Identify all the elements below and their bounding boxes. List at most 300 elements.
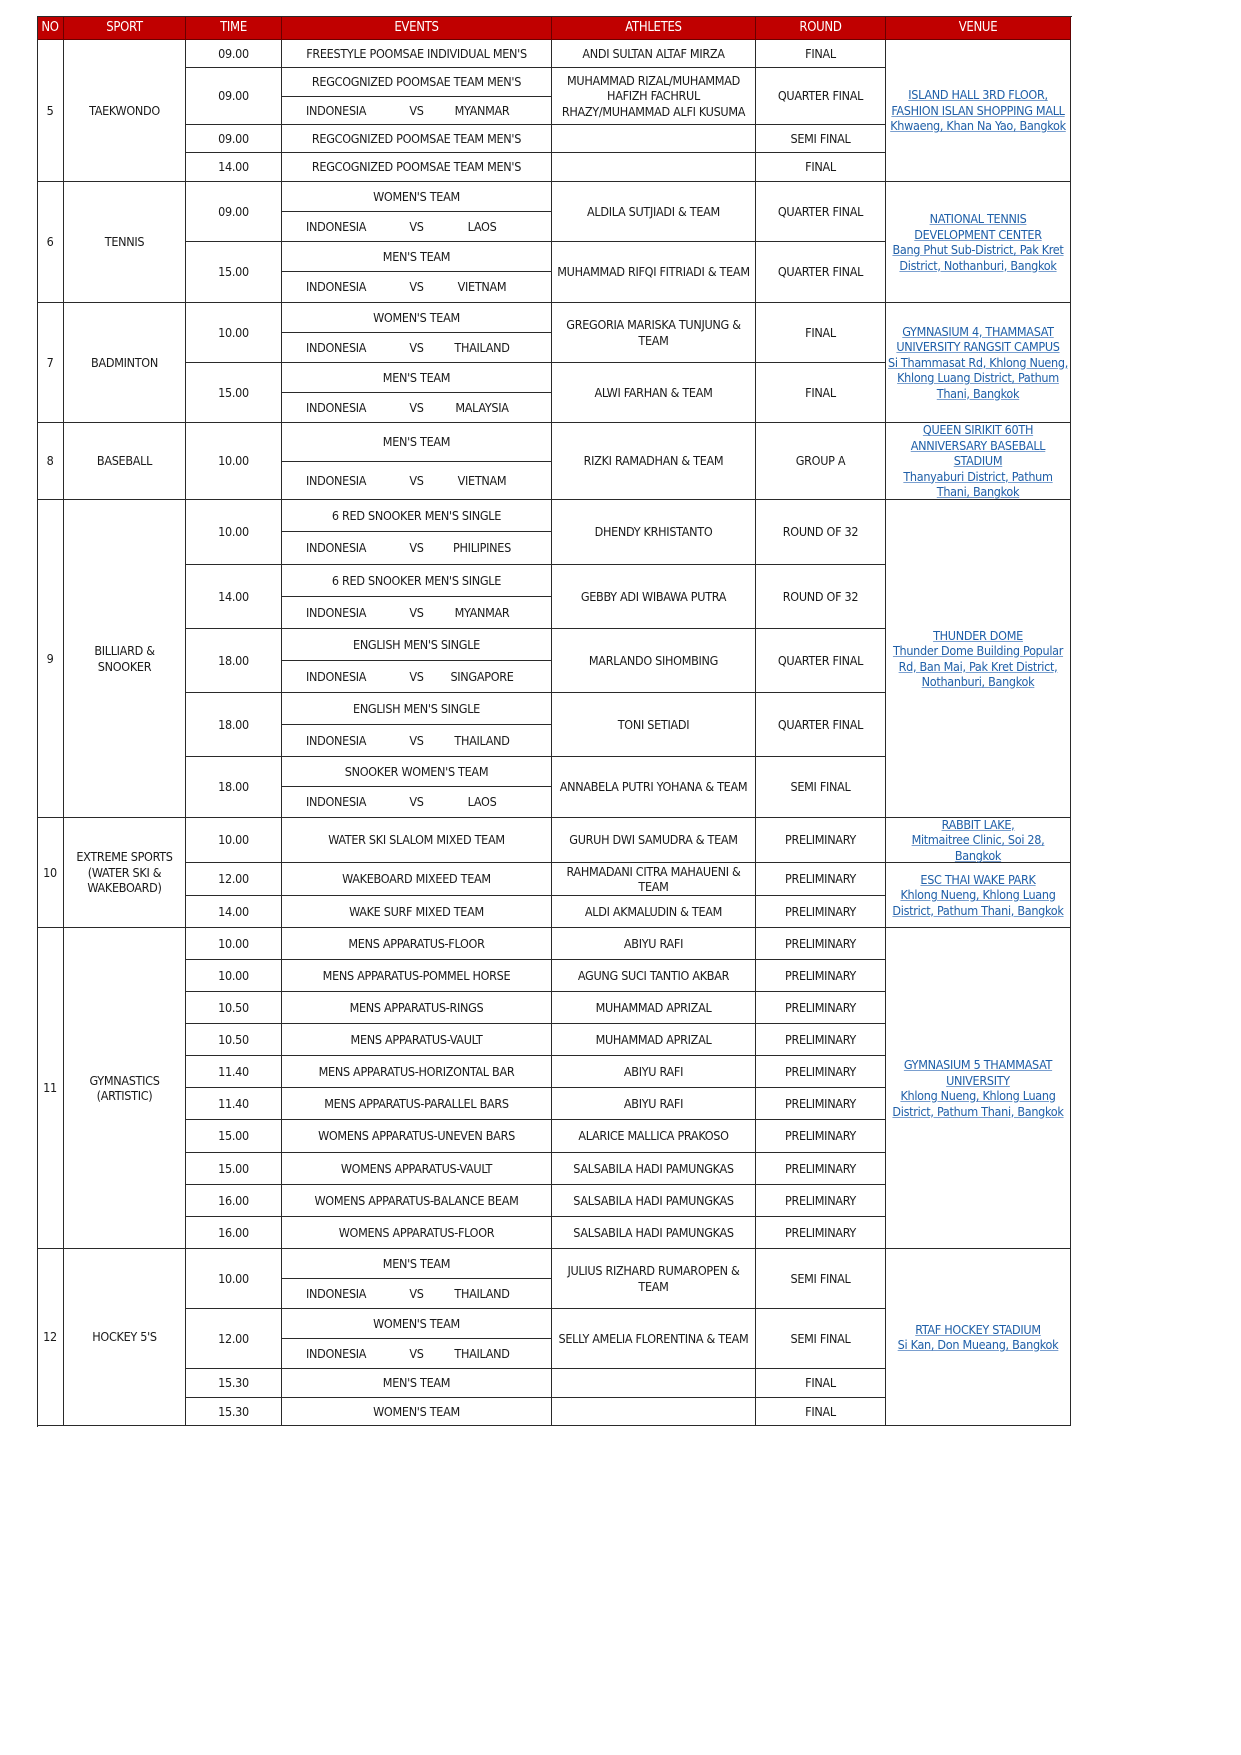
section-number <box>37 182 64 303</box>
athletes-cell <box>552 363 756 423</box>
athletes-cell <box>552 68 756 125</box>
match-cell <box>282 725 552 757</box>
round-cell <box>756 1309 886 1369</box>
event-cell <box>282 1249 552 1279</box>
event-name: ENGLISH MEN'S SINGLE <box>353 636 480 652</box>
event-cell <box>282 629 552 661</box>
time-cell <box>186 1120 282 1153</box>
event-name: MEN'S TEAM <box>382 369 451 385</box>
header-sport <box>64 16 186 40</box>
sport-name <box>64 423 186 500</box>
round-label: PRELIMINARY <box>785 1128 856 1144</box>
time-cell <box>186 1249 282 1309</box>
sport-label: TENNIS <box>104 234 145 250</box>
event-name: MENS APPARATUS-POMMEL HORSE <box>322 967 511 983</box>
round-cell <box>756 565 886 629</box>
athletes-cell <box>552 1398 756 1426</box>
event-time: 11.40 <box>218 1095 249 1111</box>
event-name: ENGLISH MEN'S SINGLE <box>353 700 480 716</box>
athletes-cell <box>552 125 756 153</box>
column-header-athletes: ATHLETES <box>625 19 682 35</box>
header-no <box>37 16 64 40</box>
header-events <box>282 16 552 40</box>
event-cell <box>282 1120 552 1153</box>
match-cell <box>282 787 552 818</box>
athletes-cell <box>552 1088 756 1120</box>
round-label: QUARTER FINAL <box>777 88 864 104</box>
athlete-names: SALSABILA HADI PAMUNGKAS <box>573 1192 734 1208</box>
event-time: 15.00 <box>218 1128 249 1144</box>
home-team: INDONESIA <box>306 732 367 748</box>
home-team: INDONESIA <box>306 102 367 118</box>
athlete-names: ALDILA SUTJIADI & TEAM <box>587 203 720 219</box>
versus-label: VS <box>409 399 424 415</box>
time-cell <box>186 863 282 896</box>
round-label: PRELIMINARY <box>785 1063 856 1079</box>
column-header-no: NO <box>41 19 59 35</box>
header-time <box>186 16 282 40</box>
athlete-names: AGUNG SUCI TANTIO AKBAR <box>577 967 730 983</box>
time-cell <box>186 992 282 1024</box>
athlete-names: SELLY AMELIA FLORENTINA & TEAM <box>558 1330 749 1346</box>
event-time: 16.00 <box>218 1192 249 1208</box>
round-label: PRELIMINARY <box>785 967 856 983</box>
sport-label: BILLIARD & SNOOKER <box>94 643 155 674</box>
athletes-cell <box>552 423 756 500</box>
athlete-names: MARLANDO SIHOMBING <box>588 652 719 668</box>
event-cell <box>282 153 552 182</box>
event-time: 16.00 <box>218 1224 249 1240</box>
time-cell <box>186 896 282 928</box>
athlete-names: MUHAMMAD APRIZAL <box>595 1031 712 1047</box>
time-cell <box>186 928 282 960</box>
match-cell <box>282 597 552 629</box>
time-cell <box>186 500 282 565</box>
versus-label: VS <box>409 540 424 556</box>
round-cell <box>756 960 886 992</box>
event-time: 10.00 <box>218 832 249 848</box>
event-name: WOMENS APPARATUS-VAULT <box>340 1160 493 1176</box>
sport-label: BASEBALL <box>96 453 153 469</box>
away-team: THAILAND <box>454 732 510 748</box>
sport-label: GYMNASTICS (ARTISTIC) <box>89 1072 160 1103</box>
round-label: PRELIMINARY <box>785 1160 856 1176</box>
away-team: MYANMAR <box>454 604 510 620</box>
event-time: 18.00 <box>218 652 249 668</box>
event-cell <box>282 423 552 462</box>
match-cell <box>282 333 552 363</box>
round-cell <box>756 1120 886 1153</box>
event-time: 12.00 <box>218 871 249 887</box>
event-cell <box>282 1309 552 1339</box>
event-name: REGCOGNIZED POOMSAE TEAM MEN'S <box>311 130 522 146</box>
home-team: INDONESIA <box>306 794 367 810</box>
away-team: MYANMAR <box>454 102 510 118</box>
event-cell <box>282 1217 552 1249</box>
athletes-cell <box>552 1217 756 1249</box>
event-time: 15.30 <box>218 1375 249 1391</box>
time-cell <box>186 423 282 500</box>
venue-address: Khlong Nueng, Khlong Luang District, Pathum Thani, Bangkok <box>892 1088 1064 1119</box>
round-label: SEMI FINAL <box>790 779 851 795</box>
section-no: 8 <box>46 453 54 469</box>
round-cell <box>756 896 886 928</box>
away-team: VIETNAM <box>457 279 507 295</box>
round-cell <box>756 1056 886 1088</box>
athlete-names: SALSABILA HADI PAMUNGKAS <box>573 1224 734 1240</box>
time-cell <box>186 1309 282 1369</box>
event-name: MEN'S TEAM <box>382 248 451 264</box>
event-cell <box>282 960 552 992</box>
versus-label: VS <box>409 339 424 355</box>
event-name: MENS APPARATUS-VAULT <box>350 1031 483 1047</box>
sport-name <box>64 303 186 423</box>
home-team: INDONESIA <box>306 604 367 620</box>
round-label: PRELIMINARY <box>785 1031 856 1047</box>
venue-name: THUNDER DOME <box>933 627 1023 643</box>
round-cell <box>756 1185 886 1217</box>
event-cell <box>282 1153 552 1185</box>
event-name: WOMEN'S TEAM <box>373 188 460 204</box>
venue-link[interactable] <box>886 182 1071 303</box>
time-cell <box>186 125 282 153</box>
round-cell <box>756 423 886 500</box>
section-no: 9 <box>46 650 54 666</box>
header-athletes <box>552 16 756 40</box>
round-label: PRELIMINARY <box>785 903 856 919</box>
round-label: SEMI FINAL <box>790 1270 851 1286</box>
event-time: 15.00 <box>218 1160 249 1176</box>
event-time: 15.00 <box>218 384 249 400</box>
section-no: 6 <box>46 234 54 250</box>
versus-label: VS <box>409 794 424 810</box>
section-number <box>37 500 64 818</box>
round-label: PRELIMINARY <box>785 1224 856 1240</box>
round-label: FINAL <box>805 1403 836 1419</box>
athletes-cell <box>552 960 756 992</box>
home-team: INDONESIA <box>306 540 367 556</box>
event-name: REGCOGNIZED POOMSAE TEAM MEN'S <box>311 159 522 175</box>
event-name: REGCOGNIZED POOMSAE TEAM MEN'S <box>311 74 522 90</box>
event-time: 10.00 <box>218 935 249 951</box>
home-team: INDONESIA <box>306 668 367 684</box>
away-team: LAOS <box>467 218 497 234</box>
away-team: SINGAPORE <box>450 668 514 684</box>
venue-name: ISLAND HALL 3RD FLOOR, FASHION ISLAN SHOPPING MALL <box>891 87 1065 118</box>
athlete-names: MUHAMMAD RIZAL/MUHAMMAD HAFIZH FACHRUL RHAZY/MUHAMMAD ALFI KUSUMA <box>561 72 746 119</box>
event-name: MEN'S TEAM <box>382 1255 451 1271</box>
column-header-events: EVENTS <box>394 19 439 35</box>
event-name: SNOOKER WOMEN'S TEAM <box>344 763 489 779</box>
round-label: GROUP A <box>795 453 846 469</box>
round-label: QUARTER FINAL <box>777 203 864 219</box>
home-team: INDONESIA <box>306 1345 367 1361</box>
event-cell <box>282 40 552 68</box>
event-name: WATER SKI SLALOM MIXED TEAM <box>328 832 505 848</box>
event-cell <box>282 565 552 597</box>
event-cell <box>282 1398 552 1426</box>
venue-link[interactable] <box>886 1249 1071 1426</box>
event-time: 10.50 <box>218 999 249 1015</box>
match-cell <box>282 1279 552 1309</box>
event-time: 09.00 <box>218 130 249 146</box>
column-header-sport: SPORT <box>106 19 143 35</box>
round-label: FINAL <box>805 1375 836 1391</box>
athlete-names: GURUH DWI SAMUDRA & TEAM <box>569 832 738 848</box>
athlete-names: ABIYU RAFI <box>623 1063 684 1079</box>
venue-address: Mitmaitree Clinic, Soi 28, Bangkok <box>911 832 1045 863</box>
event-name: WAKEBOARD MIXEED TEAM <box>342 871 491 887</box>
athlete-names: ANDI SULTAN ALTAF MIRZA <box>582 45 725 61</box>
venue-name: GYMNASIUM 4, THAMMASAT UNIVERSITY RANGSIT CAMPUS <box>896 323 1060 355</box>
athlete-names: ALARICE MALLICA PRAKOSO <box>578 1128 729 1144</box>
venue-address: Thunder Dome Building Popular Rd, Ban Mai, Pak Kret District, Nothanburi, Bangkok <box>892 643 1064 689</box>
round-label: SEMI FINAL <box>790 130 851 146</box>
sport-name <box>64 500 186 818</box>
time-cell <box>186 1153 282 1185</box>
header-venue <box>886 16 1071 40</box>
event-time: 09.00 <box>218 45 249 61</box>
athletes-cell <box>552 896 756 928</box>
sport-name <box>64 818 186 928</box>
round-cell <box>756 928 886 960</box>
event-time: 10.00 <box>218 324 249 340</box>
versus-label: VS <box>409 472 424 488</box>
section-no: 5 <box>46 102 54 118</box>
event-name: WOMENS APPARATUS-UNEVEN BARS <box>318 1128 515 1144</box>
section-no: 11 <box>43 1080 57 1096</box>
venue-address: Thanyaburi District, Pathum Thani, Bangkok <box>903 468 1053 500</box>
event-name: MEN'S TEAM <box>382 434 451 450</box>
versus-label: VS <box>409 604 424 620</box>
match-cell <box>282 272 552 303</box>
event-time: 14.00 <box>218 588 249 604</box>
event-time: 12.00 <box>218 1330 249 1346</box>
venue-address: Khlong Nueng, Khlong Luang District, Pathum Thani, Bangkok <box>892 887 1064 918</box>
athlete-names: DHENDY KRHISTANTO <box>594 524 713 540</box>
home-team: INDONESIA <box>306 399 367 415</box>
round-cell <box>756 1153 886 1185</box>
round-label: PRELIMINARY <box>785 935 856 951</box>
column-header-time: TIME <box>220 19 247 35</box>
round-cell <box>756 40 886 68</box>
event-cell <box>282 693 552 725</box>
round-cell <box>756 992 886 1024</box>
time-cell <box>186 1185 282 1217</box>
match-cell <box>282 462 552 500</box>
away-team: LAOS <box>467 794 497 810</box>
round-cell <box>756 153 886 182</box>
time-cell <box>186 68 282 125</box>
athletes-cell <box>552 1185 756 1217</box>
round-cell <box>756 68 886 125</box>
event-name: MENS APPARATUS-FLOOR <box>348 935 485 951</box>
venue-link[interactable] <box>886 40 1071 182</box>
round-cell <box>756 863 886 896</box>
athletes-cell <box>552 1153 756 1185</box>
sport-label: TAEKWONDO <box>89 102 160 118</box>
round-label: SEMI FINAL <box>790 1330 851 1346</box>
athletes-cell <box>552 500 756 565</box>
athletes-cell <box>552 182 756 242</box>
event-name: WOMENS APPARATUS-FLOOR <box>338 1224 495 1240</box>
venue-link[interactable] <box>886 818 1071 863</box>
column-header-venue: VENUE <box>958 19 998 35</box>
match-cell <box>282 661 552 693</box>
event-name: 6 RED SNOOKER MEN'S SINGLE <box>331 507 502 523</box>
event-cell <box>282 363 552 393</box>
round-cell <box>756 303 886 363</box>
event-cell <box>282 818 552 863</box>
away-team: THAILAND <box>454 1285 510 1301</box>
athlete-names: TONI SETIADI <box>617 716 690 732</box>
sport-name <box>64 40 186 182</box>
match-cell <box>282 1339 552 1369</box>
time-cell <box>186 629 282 693</box>
time-cell <box>186 153 282 182</box>
time-cell <box>186 303 282 363</box>
event-time: 09.00 <box>218 203 249 219</box>
athlete-names: GEBBY ADI WIBAWA PUTRA <box>580 588 727 604</box>
round-label: ROUND OF 32 <box>782 588 859 604</box>
round-label: QUARTER FINAL <box>777 652 864 668</box>
athlete-names: MUHAMMAD RIFQI FITRIADI & TEAM <box>557 264 750 280</box>
event-cell <box>282 1088 552 1120</box>
round-label: FINAL <box>805 324 836 340</box>
round-cell <box>756 693 886 757</box>
round-cell <box>756 1024 886 1056</box>
event-name: MENS APPARATUS-RINGS <box>349 999 484 1015</box>
time-cell <box>186 182 282 242</box>
round-label: ROUND OF 32 <box>782 524 859 540</box>
match-cell <box>282 532 552 565</box>
time-cell <box>186 1024 282 1056</box>
athlete-names: RIZKI RAMADHAN & TEAM <box>583 453 724 469</box>
event-time: 15.30 <box>218 1403 249 1419</box>
event-time: 14.00 <box>218 903 249 919</box>
time-cell <box>186 1398 282 1426</box>
event-name: MENS APPARATUS-HORIZONTAL BAR <box>318 1063 515 1079</box>
sport-label: EXTREME SPORTS (WATER SKI & WAKEBOARD) <box>76 849 173 896</box>
time-cell <box>186 363 282 423</box>
event-time: 14.00 <box>218 159 249 175</box>
athlete-names: ANNABELA PUTRI YOHANA & TEAM <box>559 779 748 795</box>
section-number <box>37 818 64 928</box>
versus-label: VS <box>409 668 424 684</box>
event-name: FREESTYLE POOMSAE INDIVIDUAL MEN'S <box>306 45 527 61</box>
event-cell <box>282 303 552 333</box>
venue-link[interactable] <box>886 928 1071 1249</box>
venue-name: RABBIT LAKE, <box>941 816 1015 832</box>
time-cell <box>186 757 282 818</box>
sport-name <box>64 928 186 1249</box>
athletes-cell <box>552 303 756 363</box>
event-time: 18.00 <box>218 716 249 732</box>
athlete-names: SALSABILA HADI PAMUNGKAS <box>573 1160 734 1176</box>
athlete-names: MUHAMMAD APRIZAL <box>595 999 712 1015</box>
versus-label: VS <box>409 279 424 295</box>
section-number <box>37 423 64 500</box>
home-team: INDONESIA <box>306 339 367 355</box>
away-team: MALAYSIA <box>455 399 509 415</box>
event-cell <box>282 863 552 896</box>
away-team: THAILAND <box>454 339 510 355</box>
athletes-cell <box>552 863 756 896</box>
event-cell <box>282 500 552 532</box>
event-cell <box>282 1024 552 1056</box>
event-cell <box>282 1369 552 1398</box>
home-team: INDONESIA <box>306 472 367 488</box>
event-cell <box>282 992 552 1024</box>
sport-name <box>64 182 186 303</box>
athletes-cell <box>552 693 756 757</box>
event-time: 10.00 <box>218 524 249 540</box>
event-time: 18.00 <box>218 779 249 795</box>
venue-name: QUEEN SIRIKIT 60TH ANNIVERSARY BASEBALL STADIUM <box>910 422 1046 469</box>
event-time: 09.00 <box>218 88 249 104</box>
event-cell <box>282 68 552 97</box>
athletes-cell <box>552 565 756 629</box>
section-no: 7 <box>46 354 54 370</box>
athletes-cell <box>552 1120 756 1153</box>
athletes-cell <box>552 818 756 863</box>
event-cell <box>282 757 552 787</box>
venue-name: RTAF HOCKEY STADIUM <box>915 1321 1041 1337</box>
section-number <box>37 1249 64 1426</box>
event-time: 10.00 <box>218 453 249 469</box>
home-team: INDONESIA <box>306 1285 367 1301</box>
event-time: 10.00 <box>218 967 249 983</box>
round-label: PRELIMINARY <box>785 999 856 1015</box>
round-label: FINAL <box>805 159 836 175</box>
event-name: WAKE SURF MIXED TEAM <box>349 903 484 919</box>
time-cell <box>186 40 282 68</box>
event-cell <box>282 1056 552 1088</box>
venue-link[interactable] <box>886 500 1071 818</box>
athletes-cell <box>552 928 756 960</box>
sport-label: HOCKEY 5'S <box>92 1329 157 1345</box>
round-label: FINAL <box>805 45 836 61</box>
event-time: 10.50 <box>218 1031 249 1047</box>
athlete-names: RAHMADANI CITRA MAHAUENI & TEAM <box>566 863 741 894</box>
match-cell <box>282 97 552 125</box>
event-name: WOMEN'S TEAM <box>373 309 460 325</box>
athletes-cell <box>552 1249 756 1309</box>
round-label: FINAL <box>805 384 836 400</box>
event-name: WOMENS APPARATUS-BALANCE BEAM <box>314 1192 519 1208</box>
event-name: MEN'S TEAM <box>382 1375 451 1391</box>
event-name: MENS APPARATUS-PARALLEL BARS <box>324 1095 509 1111</box>
athletes-cell <box>552 757 756 818</box>
section-no: 12 <box>43 1329 57 1345</box>
time-cell <box>186 1369 282 1398</box>
event-cell <box>282 1185 552 1217</box>
round-label: PRELIMINARY <box>785 871 856 887</box>
round-cell <box>756 757 886 818</box>
athletes-cell <box>552 40 756 68</box>
venue-link[interactable] <box>886 863 1071 928</box>
round-cell <box>756 1217 886 1249</box>
athletes-cell <box>552 1309 756 1369</box>
event-cell <box>282 242 552 272</box>
round-cell <box>756 242 886 303</box>
venue-link[interactable] <box>886 423 1071 500</box>
section-number <box>37 928 64 1249</box>
round-cell <box>756 1398 886 1426</box>
event-time: 11.40 <box>218 1063 249 1079</box>
venue-link[interactable] <box>886 303 1071 423</box>
time-cell <box>186 1217 282 1249</box>
